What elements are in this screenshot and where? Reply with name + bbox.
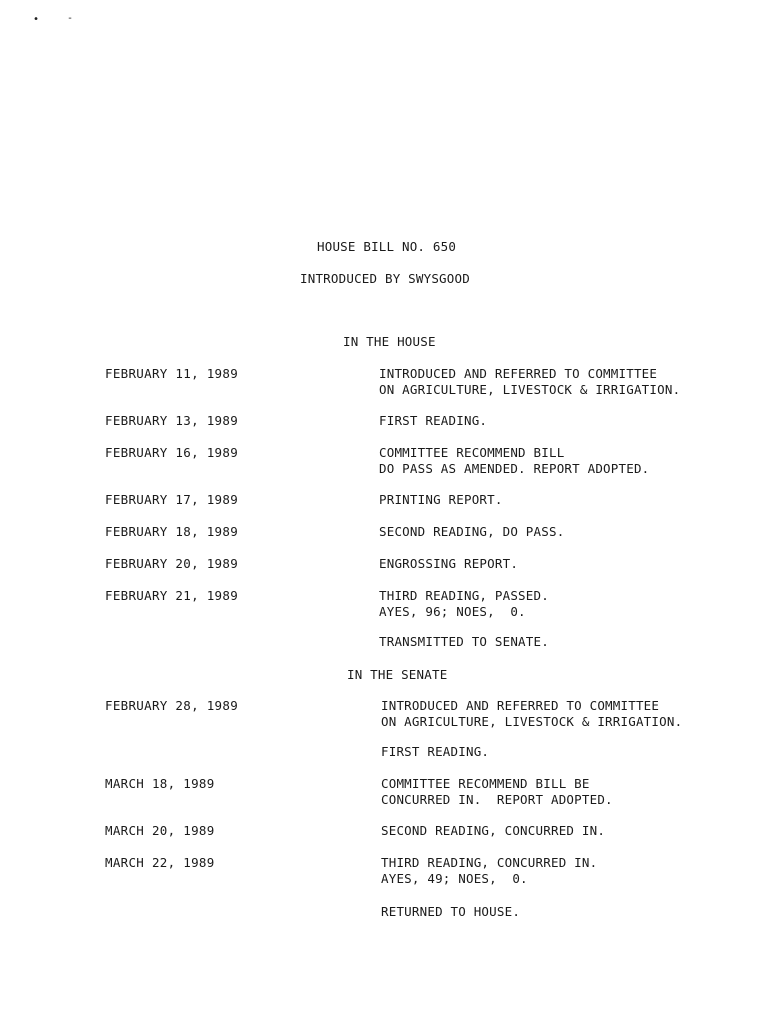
entry-action: SECOND READING, CONCURRED IN. — [381, 823, 606, 838]
bill-sponsor: INTRODUCED BY SWYSGOOD — [300, 271, 470, 286]
entry-date: FEBRUARY 18, 1989 — [105, 524, 239, 539]
entry-action: TRANSMITTED TO SENATE. — [379, 634, 549, 649]
entry-date: MARCH 18, 1989 — [105, 776, 215, 791]
entry-action: INTRODUCED AND REFERRED TO COMMITTEE ON AGRICULTURE, LIVESTOCK & IRRIGATION. — [381, 698, 683, 729]
scan-mark: • — [33, 14, 40, 25]
entry-date: MARCH 20, 1989 — [105, 823, 215, 838]
entry-action: PRINTING REPORT. — [379, 492, 503, 507]
house-section-heading: IN THE HOUSE — [343, 334, 436, 349]
entry-action: COMMITTEE RECOMMEND BILL BE CONCURRED IN. REPORT ADOPTED. — [381, 776, 613, 807]
entry-date: FEBRUARY 21, 1989 — [105, 588, 239, 603]
entry-action: SECOND READING, DO PASS. — [379, 524, 565, 539]
entry-action: RETURNED TO HOUSE. — [381, 904, 521, 919]
entry-date: FEBRUARY 28, 1989 — [105, 698, 239, 713]
entry-action: ENGROSSING REPORT. — [379, 556, 519, 571]
senate-section-heading: IN THE SENATE — [347, 667, 448, 682]
entry-date: MARCH 22, 1989 — [105, 855, 215, 870]
entry-date: FEBRUARY 17, 1989 — [105, 492, 239, 507]
entry-action: INTRODUCED AND REFERRED TO COMMITTEE ON AGRICULTURE, LIVESTOCK & IRRIGATION. — [379, 366, 681, 397]
entry-action: THIRD READING, PASSED. AYES, 96; NOES, 0. — [379, 588, 549, 619]
entry-date: FEBRUARY 11, 1989 — [105, 366, 239, 381]
entry-action: THIRD READING, CONCURRED IN. AYES, 49; NOES, 0. — [381, 855, 598, 886]
entry-action: FIRST READING. — [381, 744, 490, 759]
entry-date: FEBRUARY 20, 1989 — [105, 556, 239, 571]
bill-title: HOUSE BILL NO. 650 — [317, 239, 457, 254]
entry-action: COMMITTEE RECOMMEND BILL DO PASS AS AMENDED. REPORT ADOPTED. — [379, 445, 650, 476]
entry-date: FEBRUARY 13, 1989 — [105, 413, 239, 428]
entry-date: FEBRUARY 16, 1989 — [105, 445, 239, 460]
entry-action: FIRST READING. — [379, 413, 488, 428]
scan-mark: - — [67, 13, 74, 24]
